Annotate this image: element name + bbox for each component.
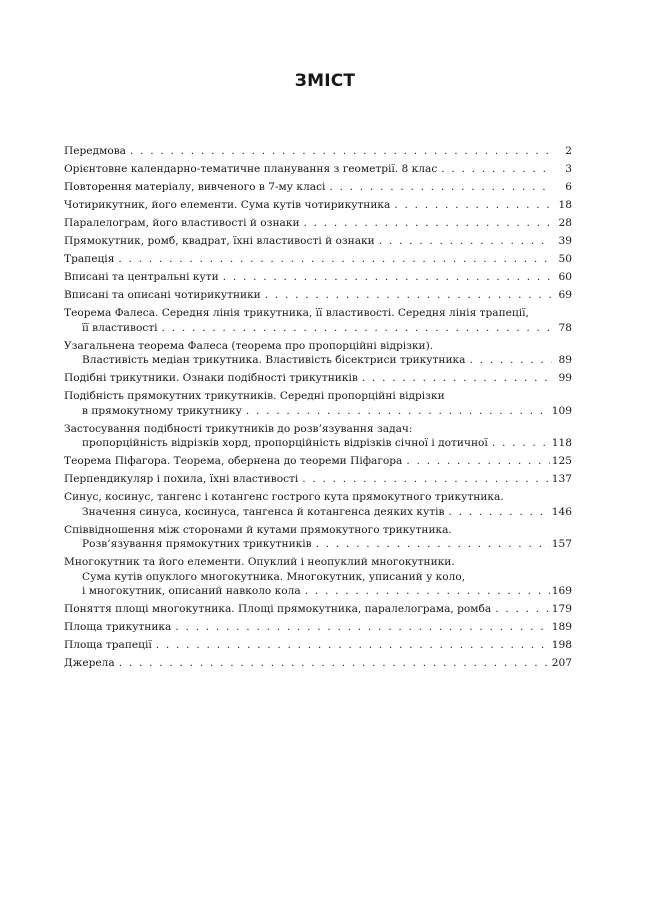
toc-entry-page-number: 169 [551, 585, 572, 597]
toc-entry-title-line: Передмова [64, 145, 126, 157]
toc-entry-title-line: Подібні трикутники. Ознаки подібності трикутників [64, 372, 358, 384]
toc-entry-title-line: Площа трикутника [64, 621, 172, 633]
dot-leader [441, 162, 552, 177]
toc-entry-page-number: 39 [558, 235, 572, 247]
toc-entry[interactable] [64, 270, 572, 285]
dot-leader [118, 252, 552, 267]
toc-entry-title-line: Чотирикутник, його елементи. Сума кутів чотирикутника [64, 199, 391, 211]
dot-leader [119, 656, 550, 671]
toc-entry-title-line: Застосування подібності трикутників до розв’язування задач: [64, 422, 413, 435]
toc-entry[interactable] [64, 306, 572, 335]
toc-entry-title-line: Вписані та центральні кути [64, 271, 219, 283]
toc-entry-page-number: 137 [551, 473, 572, 485]
toc-entry[interactable] [64, 555, 572, 599]
toc-entry-title-line: Прямокутник, ромб, квадрат, їхні властивості й ознаки [64, 235, 375, 247]
toc-entry[interactable] [64, 234, 572, 249]
dot-leader [175, 620, 549, 635]
dot-leader [379, 234, 552, 249]
toc-entry-title-line: Орієнтовне календарно-тематичне планування з геометрії. 8 клас [64, 163, 438, 175]
toc-entry-title-line: Узагальнена теорема Фалеса (теорема про пропорційні відрізки). [64, 339, 434, 352]
toc-entry[interactable] [64, 620, 572, 635]
toc-entry-page-number: 179 [551, 603, 572, 615]
toc-entry[interactable] [64, 638, 572, 653]
toc-entry-title-line: і многокутник, описаний навколо кола [82, 585, 301, 597]
toc-entry-title-line: в прямокутному трикутнику [82, 404, 242, 417]
toc-entry-page-number: 109 [551, 404, 572, 417]
toc-entry-title-line: Трапеція [64, 253, 115, 265]
toc-entry-title-line: Вписані та описані чотирикутники [64, 289, 261, 301]
toc-entry-page-number: 118 [551, 437, 572, 449]
dot-leader [495, 602, 550, 617]
toc-entry[interactable] [64, 371, 572, 386]
toc-entry-title-line: Розв’язування прямокутних трикутників [82, 538, 312, 550]
dot-leader [223, 270, 552, 285]
toc-entry[interactable] [64, 389, 572, 418]
dot-leader [162, 321, 552, 336]
toc-entry-page-number: 89 [558, 354, 572, 366]
toc-entry-title-line: Теорема Фалеса. Середня лінія трикутника, її властивості. Середня лінія трапеції, [64, 307, 529, 319]
dot-leader [394, 198, 552, 213]
toc-entry-page-number: 157 [551, 538, 572, 550]
toc-entry[interactable] [64, 454, 572, 469]
toc-entry-page-number: 146 [551, 505, 572, 518]
toc-entry[interactable] [64, 288, 572, 303]
dot-leader [448, 505, 549, 520]
toc-entry-title-line: Співвідношення між сторонами й кутами прямокутного трикутника. [64, 523, 452, 536]
dot-leader [304, 216, 552, 231]
toc-entry-title-line: пропорційність відрізків хорд, пропорційність відрізків січної і дотичної [82, 437, 488, 449]
toc-entry[interactable] [64, 180, 572, 195]
toc-entry-title-line: Властивість медіан трикутника. Властивість бісектриси трикутника [82, 354, 466, 366]
toc-entry[interactable] [64, 339, 572, 368]
toc-entry[interactable] [64, 472, 572, 487]
toc-entry-title-line: Сума кутів опуклого многокутника. Многокутник, уписаний у коло, [82, 570, 466, 583]
toc-entry[interactable] [64, 144, 572, 159]
toc-entry[interactable] [64, 422, 572, 451]
dot-leader [406, 454, 549, 469]
toc-entry[interactable] [64, 490, 572, 519]
toc-entry-title-line: Джерела [64, 657, 115, 669]
dot-leader [302, 472, 550, 487]
dot-leader [246, 404, 550, 419]
toc-entry-page-number: 3 [565, 163, 572, 175]
toc-entry[interactable] [64, 198, 572, 213]
toc-entry-page-number: 2 [565, 145, 572, 157]
dot-leader [265, 288, 552, 303]
dot-leader [316, 537, 550, 552]
toc-entry-title-line: її властивості [82, 321, 158, 334]
toc-entry-page-number: 198 [551, 639, 572, 651]
toc-entry[interactable] [64, 252, 572, 267]
toc-entry-page-number: 69 [558, 289, 572, 301]
dot-leader [130, 144, 552, 159]
toc-entry-page-number: 28 [558, 217, 572, 229]
toc-entry[interactable] [64, 162, 572, 177]
toc-entry-page-number: 207 [551, 657, 572, 669]
toc-entry-page-number: 189 [551, 621, 572, 633]
toc-entry-page-number: 60 [558, 271, 572, 283]
toc-entry-title-line: Подібність прямокутних трикутників. Середні пропорційні відрізки [64, 390, 445, 402]
toc-entry-title-line: Повторення матеріалу, вивченого в 7-му класі [64, 181, 326, 193]
toc-entry-page-number: 125 [551, 455, 572, 467]
toc-entry-page-number: 78 [558, 321, 572, 334]
toc-entry-title-line: Значення синуса, косинуса, тангенса й котангенса деяких кутів [82, 505, 445, 518]
toc-entry-page-number: 50 [558, 253, 572, 265]
toc-entry-title-line: Площа трапеції [64, 639, 152, 651]
toc-entry[interactable] [64, 523, 572, 552]
toc-entry-page-number: 18 [558, 199, 572, 211]
dot-leader [469, 353, 552, 368]
toc-entry-title-line: Теорема Піфагора. Теорема, обернена до теореми Піфагора [64, 455, 403, 467]
toc-entry-title-line: Синус, косинус, тангенс і котангенс гострого кута прямокутного трикутника. [64, 491, 504, 503]
dot-leader [305, 584, 550, 599]
toc-entry[interactable] [64, 602, 572, 617]
toc-entry[interactable] [64, 216, 572, 231]
dot-leader [492, 436, 550, 451]
page-title: ЗМІСТ [294, 71, 356, 91]
toc-entry-title-line: Паралелограм, його властивості й ознаки [64, 217, 300, 229]
toc-entry-title-line: Перпендикуляр і похила, їхні властивості [64, 473, 299, 485]
dot-leader [156, 638, 550, 653]
toc-entry[interactable] [64, 656, 572, 671]
toc-entry-page-number: 99 [558, 372, 572, 384]
toc-entry-page-number: 6 [565, 181, 572, 193]
dot-leader [362, 371, 552, 386]
table-of-contents [64, 144, 572, 674]
toc-entry-title-line: Поняття площі многокутника. Площі прямокутника, паралелограма, ромба [64, 603, 492, 615]
dot-leader [329, 180, 552, 195]
toc-entry-title-line: Многокутник та його елементи. Опуклий і неопуклий многокутники. [64, 556, 455, 568]
